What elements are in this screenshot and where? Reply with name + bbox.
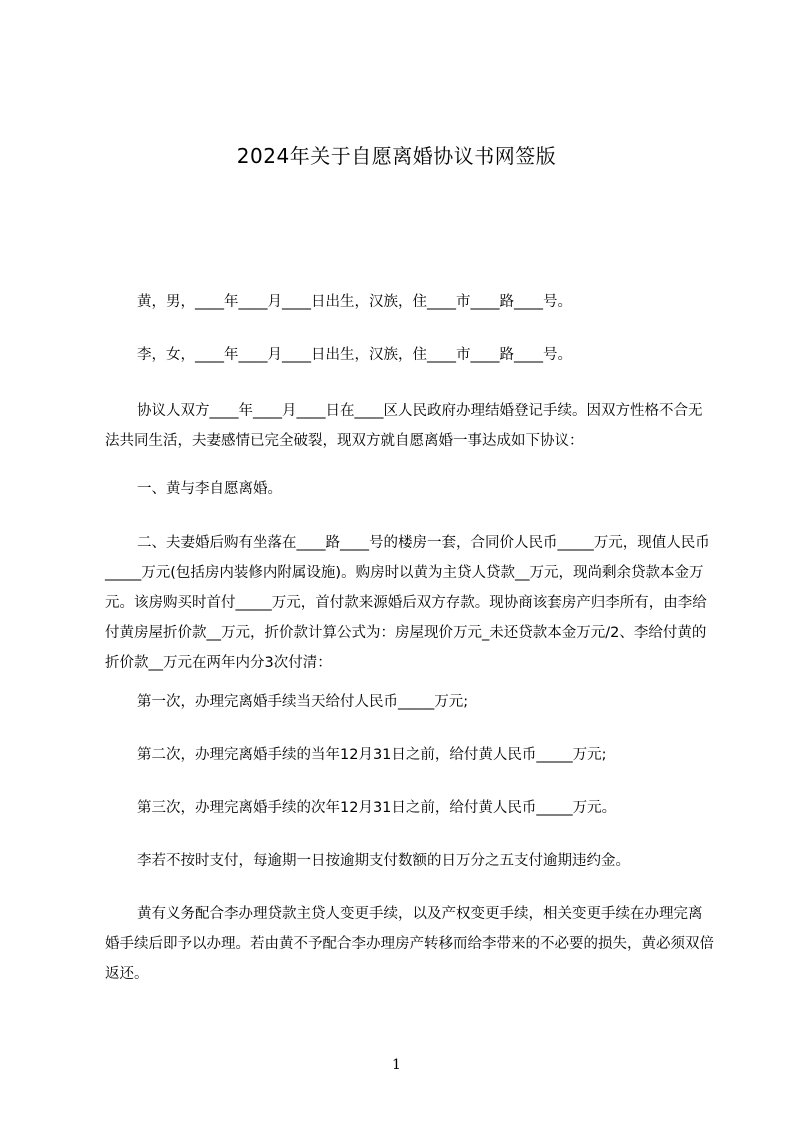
document-title: 2024年关于自愿离婚协议书网签版 xyxy=(236,144,557,168)
payment-first: 第一次，办理完离婚手续当天给付人民币_____万元; xyxy=(137,694,469,710)
party-li-info: 李，女，____年____月____日出生，汉族，住____市____路____号。 xyxy=(137,347,572,363)
payment-third: 第三次，办理完离婚手续的次年12月31日之前，给付黄人民币_____万元。 xyxy=(137,800,617,816)
clause-one: 一、黄与李自愿离婚。 xyxy=(137,481,282,497)
clause-two-property: 二、夫妻婚后购有坐落在____路____号的楼房一套，合同价人民币_____万元，现值人民币_____万元(包括房内装修内附属设施)。购房时以黄为主贷人贷款__万元，现尚剩余贷款本金万元。该房购买时首付_____万元，首付款来源婚后双方存款。现协商该套房产归李所有，由李给付黄房屋折价款__万元，折价款计算公式为：房屋现价万元_未还贷款本金万元/2、李给付黄的折价款__万元在两年内分3次付清： xyxy=(105,535,710,671)
payment-second: 第二次，办理完离婚手续的当年12月31日之前，给付黄人民币_____万元; xyxy=(137,747,607,763)
party-huang-info: 黄，男，____年____月____日出生，汉族，住____市____路____号。 xyxy=(137,294,572,310)
late-payment-penalty: 李若不按时支付，每逾期一日按逾期支付数额的日万分之五支付逾期违约金。 xyxy=(137,853,630,869)
transfer-obligation: 黄有义务配合李办理贷款主贷人变更手续，以及产权变更手续，相关变更手续在办理完离婚手续后即予以办理。若由黄不予配合李办理房产转移而给李带来的不必要的损失，黄必须双倍返还。 xyxy=(105,906,714,982)
agreement-preamble: 协议人双方____年____月____日在____区人民政府办理结婚登记手续。因双方性格不合无法共同生活，夫妻感情已完全破裂，现双方就自愿离婚一事达成如下协议： xyxy=(105,403,703,449)
page-number: 1 xyxy=(392,1057,401,1073)
